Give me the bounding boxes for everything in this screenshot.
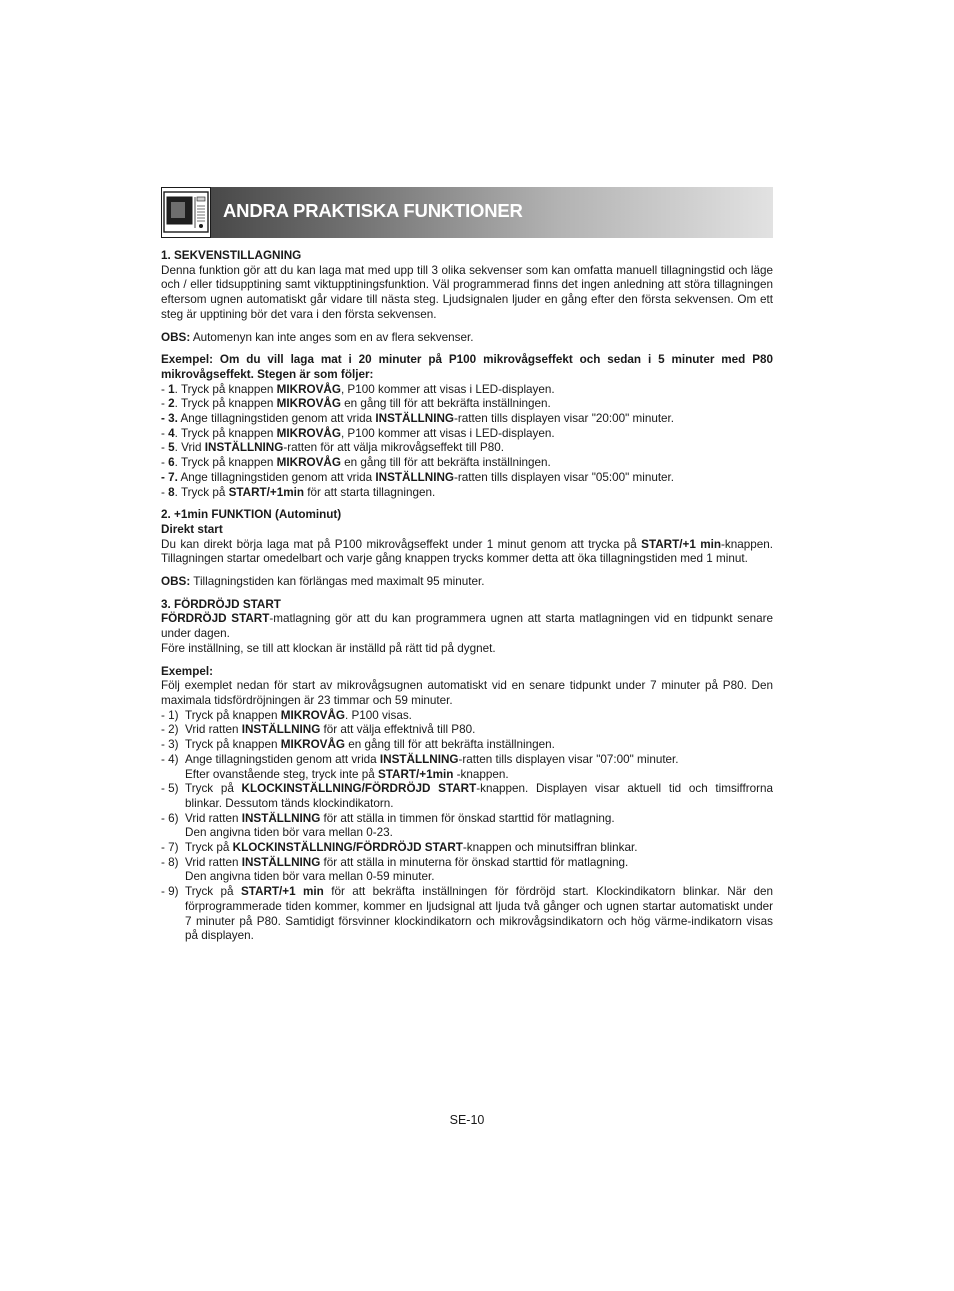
list-item: - 4) Ange tillagningstiden genom att vrida INSTÄLLNING-ratten tills displayen visar "07:00" minuter. Efter ovanstående steg, tryck inte på START/+1min -knappen.: [161, 752, 679, 781]
microwave-icon-graphic: [162, 188, 210, 237]
section3-intro: FÖRDRÖJD START-matlagning gör att du kan programmera ugnen att starta matlagningen vid en tidpunkt senare under dagen.: [161, 612, 773, 641]
list-item: - 7. Ange tillagningstiden genom att vrida INSTÄLLNING-ratten tills displayen visar "05:00" minuter.: [161, 470, 675, 484]
list-item: - 5) Tryck på KLOCKINSTÄLLNING/FÖRDRÖJD START-knappen. Displayen visar aktuell tid och timsiffrorna blinkar. Dessutom tänds klockindikatorn.: [161, 782, 773, 810]
section3-before: Före inställning, se till att klockan är inställd på rätt tid på dygnet.: [161, 641, 496, 655]
section-header: [161, 187, 773, 238]
list-item: - 2. Tryck på knappen MIKROVÅG en gång till för att bekräfta inställningen.: [161, 397, 551, 411]
document-body: [161, 249, 773, 944]
list-item: - 7) Tryck på KLOCKINSTÄLLNING/FÖRDRÖJD START-knappen och minutsiffran blinkar.: [161, 841, 638, 855]
page-title: ANDRA PRAKTISKA FUNKTIONER: [223, 200, 523, 221]
list-item: - 2) Vrid ratten INSTÄLLNING för att välja effektnivå till P80.: [161, 723, 476, 737]
list-item: - 6) Vrid ratten INSTÄLLNING för att ställa in timmen för önskad starttid för matlagning. Den angivna tiden bör vara mellan 0-23.: [161, 811, 615, 840]
section3-heading: 3. FÖRDRÖJD START: [161, 597, 281, 611]
list-item: - 5. Vrid INSTÄLLNING-ratten för att välja mikrovågseffekt till P80.: [161, 441, 504, 455]
list-item: - 3) Tryck på knappen MIKROVÅG en gång till för att bekräfta inställningen.: [161, 738, 555, 752]
section3-example-label: Exempel:: [161, 664, 213, 678]
section1-heading: 1. SEKVENSTILLAGNING: [161, 249, 302, 262]
section1-example: Exempel: Om du vill laga mat i 20 minuter på P100 mikrovågseffekt och sedan i 5 minuter med P80 mikrovågseffekt. Stegen är som följer:: [161, 353, 773, 381]
list-item: - 8. Tryck på START/+1min för att starta tillagningen.: [161, 485, 436, 499]
section3-steps: [161, 709, 773, 944]
list-item: - 6. Tryck på knappen MIKROVÅG en gång till för att bekräfta inställningen.: [161, 456, 551, 470]
list-item: - 8) Vrid ratten INSTÄLLNING för att ställa in minuterna för önskad starttid för matlagning. Den angivna tiden bör vara mellan 0-59 minuter.: [161, 855, 629, 884]
list-item: - 1. Tryck på knappen MIKROVÅG, P100 kommer att visas i LED-displayen.: [161, 382, 555, 396]
section1-intro: Denna funktion gör att du kan laga mat med upp till 3 olika sekvenser som kan omfatta manuell tillagningstid och läge och / eller tidsupptining samt viktupptiningsfunktion. Väl programmerad finns det ingen anledning att störa tillagningen eftersom ugnen automatiskt går vidare till nästa steg. Ljudsignalen ljuder en gång efter den första sekvensen. Om ett steg är upptining bör det vara i den första sekvensen.: [161, 263, 773, 321]
microwave-icon: [161, 187, 211, 238]
section2-text: Du kan direkt börja laga mat på P100 mikrovågseffekt under 1 minut genom att trycka på START/+1 min-knappen. Tillagningen startar omedelbart och varje gång knappen trycks kommer detta att öka tillagningstiden med 1 minut.: [161, 537, 773, 566]
section2-obs: OBS: Tillagningstiden kan förlängas med maximalt 95 minuter.: [161, 575, 485, 589]
page-number: SE-10: [449, 1113, 485, 1127]
list-item: - 3. Ange tillagningstiden genom att vrida INSTÄLLNING-ratten tills displayen visar "20:00" minuter.: [161, 412, 675, 426]
section2-subheading: Direkt start: [161, 522, 223, 536]
section1-obs: OBS: Automenyn kan inte anges som en av flera sekvenser.: [161, 330, 474, 344]
list-item: - 9) Tryck på START/+1 min för att bekräfta inställningen för fördröjd start. Klockindikatorn blinkar. När den förprogrammerade tiden kommer, kommer en ljudsignal att ljuda två gånger och ugnen startar automatiskt under 7 minuter på P80. Samtidigt försvinner klockindikatorn och mikrovågsindikatorn och hög värme-indikatorn visas på displayen.: [161, 885, 774, 943]
list-item: - 1) Tryck på knappen MIKROVÅG. P100 visas.: [161, 708, 412, 722]
list-item: - 4. Tryck på knappen MIKROVÅG, P100 kommer att visas i LED-displayen.: [161, 426, 555, 440]
section1-steps: [161, 383, 773, 501]
section3-example-text: Följ exemplet nedan för start av mikrovågsugnen automatiskt vid en senare tidpunkt under 7 minuter på P80. Den maximala tidsfördröjningen är 23 timmar och 59 minuter.: [161, 679, 773, 707]
section2-heading: 2. +1min FUNKTION (Autominut): [161, 508, 342, 522]
